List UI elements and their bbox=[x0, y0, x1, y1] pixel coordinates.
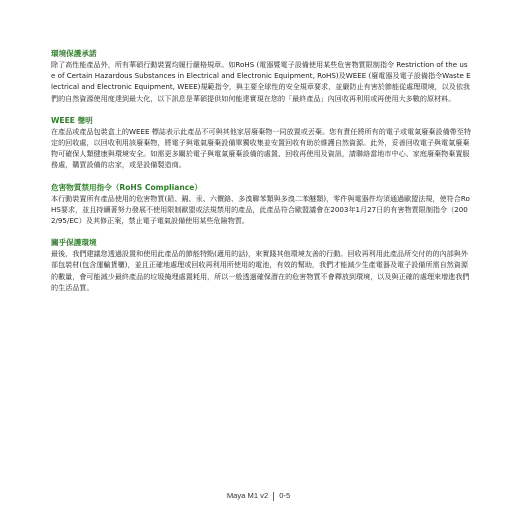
section-paragraph: 除了高性能產品外，所有華碩行動裝置均履行嚴格規章。如RoHS (電器暨電子設備使用某些危害物質限制指令 Restriction of the use of Certain Hazardous Substances in Electrical and Electronic Equipment, RoHS)及WEEE (廢電器及電子設備指令Waste Electrical and Electronic Equipment, WEEE)規範指令，與主要全球性的安全規章要求，並嚴防止有害於節能從處理環境，以及依我們的自然資源使用度達到最大化，以下訊息是華碩提供如何能達實現在您的「最終產品」內回收再利用或再使用大多數的原材料。 bbox=[51, 60, 471, 103]
rohs-compliance-section bbox=[51, 182, 471, 227]
footer-model: Maya M1 v2 bbox=[226, 491, 269, 500]
environment-protection-section bbox=[51, 237, 471, 293]
section-heading: 危害物質禁用指令（RoHS Compliance） bbox=[51, 182, 202, 192]
weee-statement-section bbox=[51, 115, 471, 171]
section-heading: WEEE 聲明 bbox=[51, 115, 93, 125]
section-heading: 環境保護承諾 bbox=[51, 49, 97, 58]
environment-commitment-section bbox=[51, 48, 471, 104]
footer-page-number: 0-5 bbox=[279, 491, 291, 500]
page-footer bbox=[0, 491, 517, 501]
section-paragraph: 在產品或產品包裝盒上的WEEE 標誌表示此產品不可與其他家居廢棄物一同放置或丟棄。您有責任將所有的電子或電氣廢棄設備帶至特定的回收處，以回收利用該廢棄物，將電子與電氣廢棄設備單獨收集並安置回收有助於維護自然資源。此外，妥善回收電子與電氣廢棄物可確保人類健康與環境安全。如需更多關於電子與電氣廢棄設備的處置、回收再使用及資訊，請聯絡當地市中心、家庭廢棄物棄置服務處，購買設備的店家，或是設備製造商。 bbox=[51, 126, 471, 170]
section-paragraph: 最後，我們建議您透過設置和使用此產品的節能特點(適用的話)，來實踐其他環境友善的行動。回收再利用此產品所交付的的內部與外部包裝材(包含運輸貨櫃)，並且正確地處理或回收再利用所使用的電池，有效的幫助，我們才能減少生產電器及電子設備所需自然資源的數量，會可能減少最終產品的垃圾掩埋處置耗用，所以一般透過確保潛在的危害物質不會釋放到環境，以及與正確的處理來增進我們的生活品質。 bbox=[51, 249, 470, 292]
section-paragraph: 本行動裝置所有產品使用的危害物質(鉛、鎘、汞、六價鉻、多溴聯苯類與多溴二苯醚類)，零件與電器件均須通過歐盟法規，使符合RoHS要求，並且持續著努力發展不使用限制歐盟或法規禁用的產品，此產品符合歐盟議會在2003年1月27日的有害物質限制指令（2002/95/EC）及其修正案，禁止電子電氣設備使用某些危險物質。 bbox=[51, 193, 470, 226]
footer-divider bbox=[273, 492, 274, 501]
document-body bbox=[51, 48, 471, 304]
section-heading: 關乎保護環境 bbox=[51, 238, 97, 248]
